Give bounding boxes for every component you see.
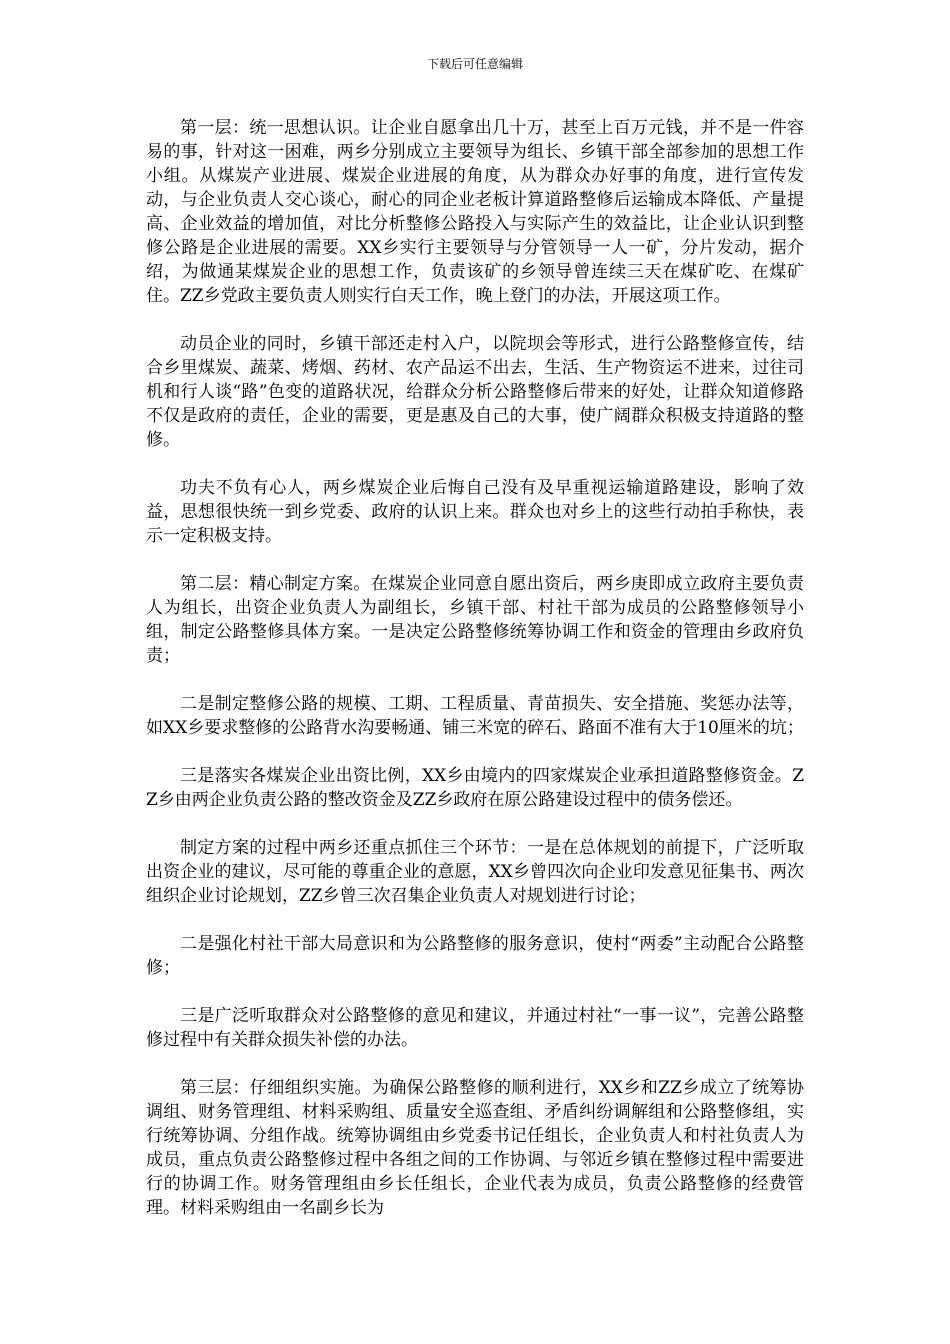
paragraph-5: 二是制定整修公路的规模、工期、工程质量、青苗损失、安全措施、奖惩办法等，如XX乡要求整修的公路背水沟要畅通、铺三米宽的碎石、路面不准有大于10厘米的坑； [146,694,804,738]
paragraph-8: 二是强化村社干部大局意识和为公路整修的服务意识，使村“两委”主动配合公路整修； [146,934,804,978]
document-body [146,116,804,1220]
paragraph-7: 制定方案的过程中两乡还重点抓住三个环节：一是在总体规划的前提下，广泛听取出资企业的建议，尽可能的尊重企业的意愿，XX乡曾四次向企业印发意见征集书、两次组织企业讨论规划，ZZ乡曾三次召集企业负责人对规划进行讨论； [146,838,804,906]
page-header: 下载后可任意编辑 [426,57,523,71]
paragraph-1: 第一层：统一思想认识。让企业自愿拿出几十万，甚至上百万元钱，并不是一件容易的事，针对这一困难，两乡分别成立主要领导为组长、乡镇干部全部参加的思想工作小组。从煤炭产业进展、煤炭企业进展的角度，从为群众办好事的角度，进行宣传发动，与企业负责人交心谈心，耐心的同企业老板计算道路整修后运输成本降低、产量提高、企业效益的增加值，对比分析整修公路投入与实际产生的效益比，让企业认识到整修公路是企业进展的需要。XX乡实行主要领导与分管领导一人一矿，分片发动，据介绍，为做通某煤炭企业的思想工作，负责该矿的乡领导曾连续三天在煤矿吃、在煤矿住。ZZ乡党政主要负责人则实行白天工作，晚上登门的办法，开展这项工作。 [146,118,804,306]
paragraph-2: 动员企业的同时，乡镇干部还走村入户，以院坝会等形式，进行公路整修宣传，结合乡里煤炭、蔬菜、烤烟、药材、农产品运不出去，生活、生产物资运不进来，过往司机和行人谈“路”色变的道路状况，给群众分析公路整修后带来的好处，让群众知道修路不仅是政府的责任，企业的需要，更是惠及自己的大事，使广阔群众积极支持道路的整修。 [146,334,804,450]
paragraph-3: 功夫不负有心人，两乡煤炭企业后悔自己没有及早重视运输道路建设，影响了效益，思想很快统一到乡党委、政府的认识上来。群众也对乡上的这些行动拍手称快，表示一定积极支持。 [146,478,804,546]
paragraph-4: 第二层：精心制定方案。在煤炭企业同意自愿出资后，两乡庚即成立政府主要负责人为组长，出资企业负责人为副组长，乡镇干部、村社干部为成员的公路整修领导小组，制定公路整修具体方案。一是决定公路整修统筹协调工作和资金的管理由乡政府负责； [146,574,804,666]
paragraph-6: 三是落实各煤炭企业出资比例，XX乡由境内的四家煤炭企业承担道路整修资金。ZZ乡由两企业负责公路的整改资金及ZZ乡政府在原公路建设过程中的债务偿还。 [146,766,804,810]
paragraph-9: 三是广泛听取群众对公路整修的意见和建议，并通过村社“一事一议”，完善公路整修过程中有关群众损失补偿的办法。 [146,1006,804,1050]
paragraph-10: 第三层：仔细组织实施。为确保公路整修的顺利进行，XX乡和ZZ乡成立了统筹协调组、财务管理组、材料采购组、质量安全巡查组、矛盾纠纷调解组和公路整修组，实行统筹协调、分组作战。统筹协调组由乡党委书记任组长，企业负责人和村社负责人为成员，重点负责公路整修过程中各组之间的工作协调、与邻近乡镇在整修过程中需要进行的协调工作。财务管理组由乡长任组长，企业代表为成员，负责公路整修的经费管理。材料采购组由一名副乡长为 [146,1078,804,1218]
